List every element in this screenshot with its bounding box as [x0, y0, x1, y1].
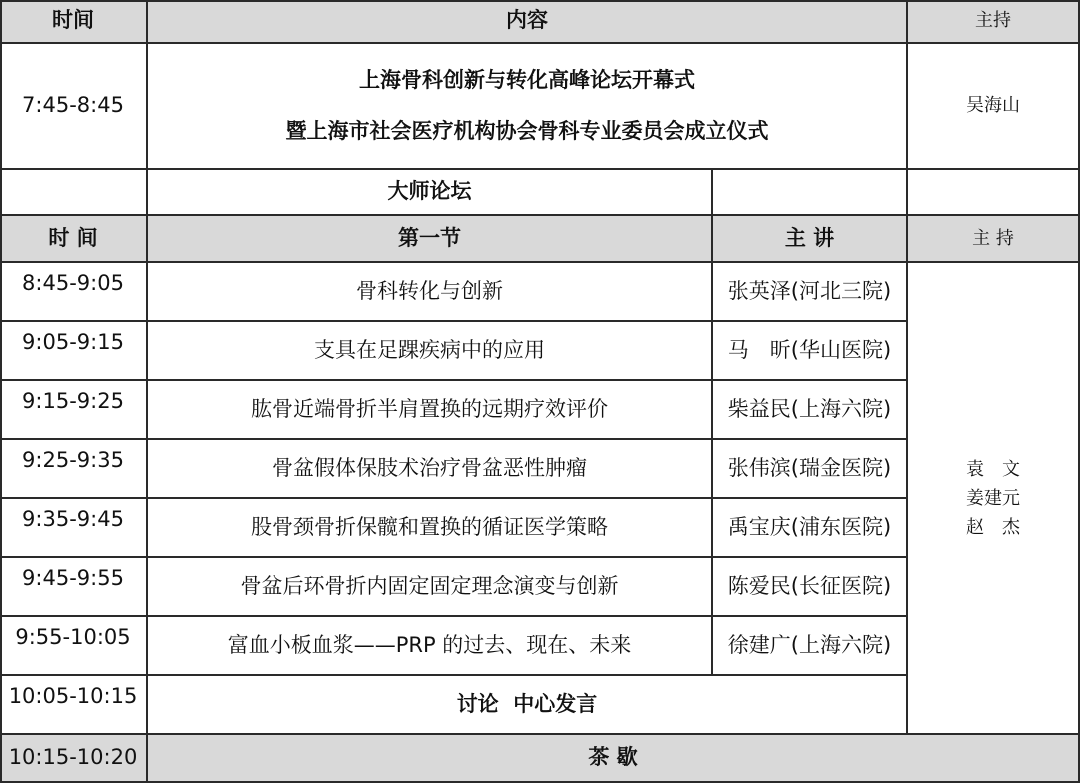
break-label: 茶 歇 [148, 735, 1080, 783]
header-host: 主持 [908, 0, 1080, 44]
talk-speaker: 张伟滨(瑞金医院) [713, 440, 908, 499]
session-host-name: 赵 杰 [966, 516, 1020, 538]
talk-topic: 支具在足踝疾病中的应用 [148, 322, 713, 381]
discussion-time: 10:05-10:15 [0, 676, 148, 735]
talk-topic: 肱骨近端骨折半肩置换的远期疗效评价 [148, 381, 713, 440]
talk-time: 9:45-9:55 [0, 558, 148, 617]
break-time: 10:15-10:20 [0, 735, 148, 783]
talk-speaker: 徐建广(上海六院) [713, 617, 908, 676]
talk-speaker: 张英泽(河北三院) [713, 263, 908, 322]
talk-time: 9:35-9:45 [0, 499, 148, 558]
talk-time: 9:25-9:35 [0, 440, 148, 499]
section-header-speaker: 主 讲 [713, 216, 908, 263]
session-hosts [908, 263, 1080, 735]
talk-topic: 富血小板血浆——PRP 的过去、现在、未来 [148, 617, 713, 676]
header-content: 内容 [148, 0, 908, 44]
section-header-title: 第一节 [148, 216, 713, 263]
forum-title: 大师论坛 [148, 170, 713, 216]
talk-time: 9:55-10:05 [0, 617, 148, 676]
forum-host-empty [908, 170, 1080, 216]
section-header-time: 时 间 [0, 216, 148, 263]
forum-time-empty [0, 170, 148, 216]
opening-title-line2: 暨上海市社会医疗机构协会骨科专业委员会成立仪式 [285, 119, 769, 143]
opening-title-line1: 上海骨科创新与转化高峰论坛开幕式 [359, 67, 695, 92]
session-host-name: 姜建元 [966, 487, 1020, 509]
talk-topic: 骨盆后环骨折内固定固定理念演变与创新 [148, 558, 713, 617]
talk-time: 9:05-9:15 [0, 322, 148, 381]
opening-time: 7:45-8:45 [0, 44, 148, 170]
talk-speaker: 柴益民(上海六院) [713, 381, 908, 440]
talk-topic: 骨科转化与创新 [148, 263, 713, 322]
opening-title [148, 44, 908, 170]
talk-speaker: 禹宝庆(浦东医院) [713, 499, 908, 558]
header-time: 时间 [0, 0, 148, 44]
forum-speaker-empty [713, 170, 908, 216]
opening-host: 吴海山 [908, 44, 1080, 170]
talk-speaker: 马 昕(华山医院) [713, 322, 908, 381]
talk-time: 8:45-9:05 [0, 263, 148, 322]
talk-speaker: 陈爱民(长征医院) [713, 558, 908, 617]
section-header-host: 主 持 [908, 216, 1080, 263]
talk-topic: 骨盆假体保肢术治疗骨盆恶性肿瘤 [148, 440, 713, 499]
discussion-label: 讨论 中心发言 [148, 676, 908, 735]
talk-time: 9:15-9:25 [0, 381, 148, 440]
session-host-name: 袁 文 [966, 458, 1020, 480]
talk-topic: 股骨颈骨折保髋和置换的循证医学策略 [148, 499, 713, 558]
